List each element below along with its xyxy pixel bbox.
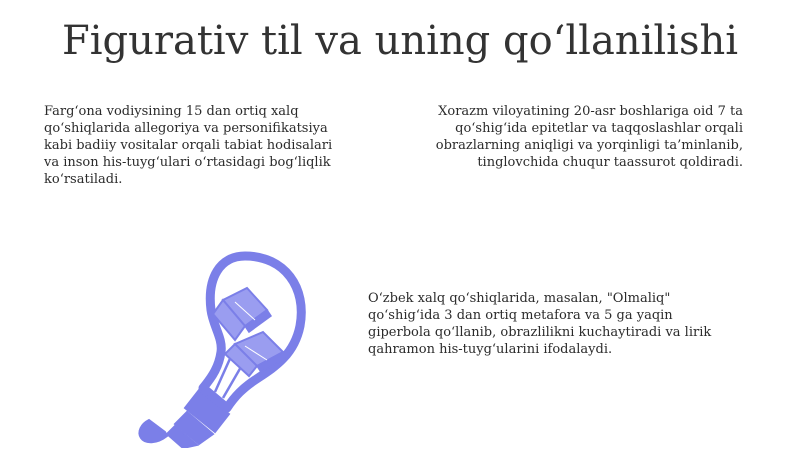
paragraph-khorezm: Xorazm viloyatining 20-asr boshlariga oid 7 ta qo‘shig‘ida epitetlar va taqqoslashlar orqali obrazlarning aniqligi va yorqinligi ta’minlanib, tinglovchida chuqur taassurot qoldiradi.	[435, 104, 743, 170]
paragraph-olmaliq: O‘zbek xalq qo‘shiqlarida, masalan, "Olmaliq" qo‘shig‘ida 3 dan ortiq metafora va 5 ga yaqin giperbola qo‘llanib, obrazlilikni kuchaytiradi va lirik qahramon his-tuyg‘ularini ifodalaydi.	[368, 291, 712, 357]
page-title: Figurativ til va uning qo‘llanilishi	[61, 18, 739, 64]
paragraph-fergana: Farg‘ona vodiysining 15 dan ortiq xalq qo‘shiqlarida allegoriya va personifikatsiya kabi badiiy vositalar orqali tabiat hodisalari va inson his-tuyg‘ulari o‘rtasidagi bog‘liqlik ko‘rsatiladi.	[44, 104, 333, 187]
lightbulb-book-icon	[95, 248, 315, 448]
